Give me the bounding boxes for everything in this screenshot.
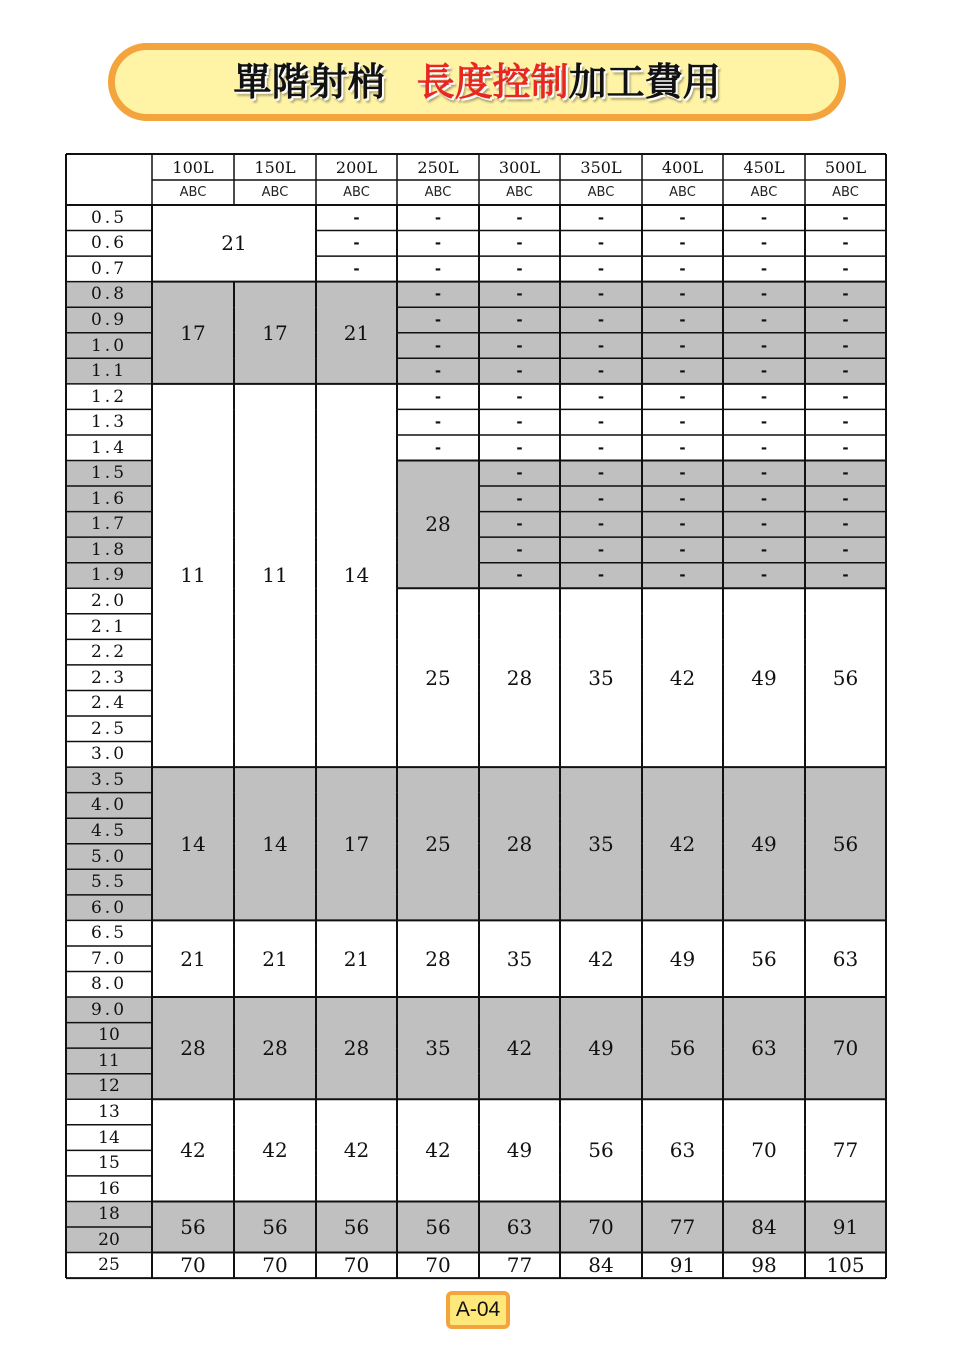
unavailable-mark: -	[597, 540, 605, 559]
price-value: 56	[425, 1214, 451, 1239]
price-value: 77	[506, 1253, 533, 1278]
unavailable-mark: -	[597, 336, 605, 355]
price-value: 42	[669, 831, 696, 856]
unavailable-mark: -	[679, 336, 686, 355]
unavailable-mark: -	[679, 234, 686, 253]
unavailable-mark: -	[842, 438, 849, 457]
price-value: 56	[262, 1214, 288, 1239]
price-value: 25	[425, 665, 451, 690]
p-value: 3.0	[90, 744, 128, 765]
price-value: 49	[669, 946, 696, 971]
unavailable-mark: -	[597, 515, 605, 534]
price-value: 42	[588, 946, 614, 971]
unavailable-mark: -	[842, 413, 849, 432]
unavailable-mark: -	[842, 310, 849, 329]
price-value: 56	[180, 1214, 206, 1239]
price-value: 56	[751, 946, 777, 971]
price-value: 70	[262, 1253, 288, 1278]
unavailable-mark: -	[760, 234, 768, 253]
p-value: 1.9	[90, 565, 128, 586]
price-value: 21	[262, 946, 288, 971]
p-value: 2.5	[90, 718, 128, 739]
price-value: 42	[506, 1036, 533, 1061]
price-value: 28	[180, 1036, 206, 1061]
price-value: 17	[262, 320, 288, 345]
unavailable-mark: -	[760, 310, 768, 329]
price-value: 17	[180, 320, 206, 345]
price-value: 11	[180, 563, 206, 588]
price-value: 35	[506, 946, 533, 971]
sub-header: ABC	[560, 180, 642, 205]
p-value: 6.0	[90, 897, 128, 918]
length-header: 100L	[152, 154, 234, 180]
unavailable-mark: -	[760, 336, 768, 355]
unavailable-mark: -	[760, 464, 768, 483]
length-header: 500L	[805, 154, 886, 180]
unavailable-mark: -	[434, 310, 442, 329]
p-value: 1.0	[90, 335, 128, 356]
title-part-2: 長度控制	[416, 60, 569, 104]
price-value: 28	[425, 946, 451, 971]
unavailable-mark: -	[597, 438, 605, 457]
p-value: 2.4	[90, 693, 128, 714]
p-value: 18	[98, 1204, 120, 1225]
price-value: 49	[751, 665, 777, 690]
unavailable-mark: -	[434, 234, 442, 253]
price-value: 21	[180, 946, 206, 971]
price-value: 56	[588, 1138, 614, 1163]
unavailable-mark: -	[679, 259, 686, 278]
price-value: 63	[506, 1214, 533, 1239]
unavailable-mark: -	[842, 540, 849, 559]
p-value: 1.7	[90, 514, 128, 535]
unavailable-mark: -	[760, 285, 768, 304]
p-value: 25	[98, 1255, 120, 1276]
unavailable-mark: -	[760, 362, 768, 381]
price-value: 70	[425, 1253, 451, 1278]
p-value: 0.5	[90, 207, 128, 228]
p-value: 12	[98, 1076, 120, 1097]
unavailable-mark: -	[679, 489, 686, 508]
unavailable-mark: -	[842, 387, 849, 406]
length-header: 300L	[479, 154, 560, 180]
unavailable-mark: -	[516, 489, 523, 508]
unavailable-mark: -	[434, 413, 442, 432]
unavailable-mark: -	[842, 336, 849, 355]
p-value: 1.4	[90, 437, 128, 458]
price-value: 63	[669, 1138, 696, 1163]
price-value: 63	[832, 946, 859, 971]
unavailable-mark: -	[679, 285, 686, 304]
unavailable-mark: -	[597, 362, 605, 381]
p-value: 1.2	[90, 386, 128, 407]
unavailable-mark: -	[597, 259, 605, 278]
unavailable-mark: -	[434, 259, 442, 278]
unavailable-mark: -	[842, 362, 849, 381]
unavailable-mark: -	[760, 413, 768, 432]
sub-header: ABC	[152, 180, 234, 205]
price-value: 35	[588, 665, 614, 690]
price-value: 56	[832, 831, 859, 856]
unavailable-mark: -	[516, 310, 523, 329]
price-value: 91	[669, 1253, 696, 1278]
p-value: 0.9	[90, 309, 128, 330]
p-value: 1.5	[90, 463, 128, 484]
sub-header: ABC	[234, 180, 316, 205]
p-value: 6.5	[90, 923, 128, 944]
unavailable-mark: -	[516, 234, 523, 253]
unavailable-mark: -	[842, 515, 849, 534]
unavailable-mark: -	[842, 234, 849, 253]
unavailable-mark: -	[679, 413, 686, 432]
p-value: 2.1	[90, 616, 128, 637]
length-header: 250L	[397, 154, 479, 180]
unavailable-mark: -	[516, 362, 523, 381]
price-value: 14	[343, 563, 370, 588]
length-header: 200L	[316, 154, 397, 180]
unavailable-mark: -	[760, 438, 768, 457]
unavailable-mark: -	[679, 387, 686, 406]
price-value: 21	[343, 946, 370, 971]
unavailable-mark: -	[597, 285, 605, 304]
unavailable-mark: -	[434, 208, 442, 227]
price-value: 70	[832, 1036, 859, 1061]
price-value: 70	[751, 1138, 777, 1163]
unavailable-mark: -	[516, 259, 523, 278]
price-value: 56	[832, 665, 859, 690]
unavailable-mark: -	[760, 489, 768, 508]
price-value: 98	[751, 1253, 777, 1278]
unavailable-mark: -	[597, 234, 605, 253]
sub-header: ABC	[642, 180, 723, 205]
unavailable-mark: -	[679, 438, 686, 457]
unavailable-mark: -	[842, 489, 849, 508]
price-value: 42	[425, 1138, 451, 1163]
unavailable-mark: -	[434, 285, 442, 304]
unavailable-mark: -	[516, 413, 523, 432]
price-value: 28	[262, 1036, 288, 1061]
p-value: 1.6	[90, 488, 128, 509]
price-value: 63	[751, 1036, 777, 1061]
p-value: 16	[98, 1178, 120, 1199]
price-value: 70	[180, 1253, 206, 1278]
unavailable-mark: -	[842, 259, 849, 278]
length-header: 350L	[560, 154, 642, 180]
p-value: 5.5	[90, 872, 128, 893]
p-value: 4.5	[90, 820, 128, 841]
title-part-1: 單階射梢	[233, 60, 386, 104]
price-value: 49	[751, 831, 777, 856]
price-value: 14	[262, 831, 288, 856]
price-value: 35	[425, 1036, 451, 1061]
price-value: 21	[221, 231, 247, 256]
p-value: 0.6	[90, 233, 128, 254]
price-value: 14	[180, 831, 206, 856]
unavailable-mark: -	[679, 362, 686, 381]
p-value: 15	[98, 1153, 120, 1174]
unavailable-mark: -	[516, 515, 523, 534]
unavailable-mark: -	[353, 259, 360, 278]
unavailable-mark: -	[679, 515, 686, 534]
price-value: 28	[343, 1036, 370, 1061]
unavailable-mark: -	[760, 208, 768, 227]
price-value: 91	[832, 1214, 859, 1239]
price-value: 70	[343, 1253, 370, 1278]
price-value: 11	[262, 563, 288, 588]
sub-header: ABC	[316, 180, 397, 205]
price-value: 84	[588, 1253, 614, 1278]
price-value: 28	[425, 512, 451, 537]
unavailable-mark: -	[760, 259, 768, 278]
p-value: 20	[98, 1229, 120, 1250]
page-number: A-04	[446, 1291, 510, 1329]
price-value: 56	[343, 1214, 370, 1239]
p-value: 2.3	[90, 667, 128, 688]
unavailable-mark: -	[516, 336, 523, 355]
p-value: 1.1	[90, 361, 128, 382]
price-value: 28	[506, 831, 533, 856]
sub-header: ABC	[723, 180, 805, 205]
p-value: 9.0	[90, 999, 128, 1020]
unavailable-mark: -	[434, 387, 442, 406]
title-part-3: 加工費用	[568, 60, 721, 104]
unavailable-mark: -	[597, 464, 605, 483]
unavailable-mark: -	[679, 310, 686, 329]
price-value: 28	[506, 665, 533, 690]
unavailable-mark: -	[760, 387, 768, 406]
unavailable-mark: -	[842, 208, 849, 227]
p-value: 0.7	[90, 258, 128, 279]
p-value: 0.8	[90, 284, 128, 305]
price-value: 84	[751, 1214, 777, 1239]
price-value: 49	[588, 1036, 614, 1061]
price-value: 42	[669, 665, 696, 690]
unavailable-mark: -	[516, 566, 523, 585]
unavailable-mark: -	[679, 464, 686, 483]
unavailable-mark: -	[434, 336, 442, 355]
unavailable-mark: -	[516, 208, 523, 227]
unavailable-mark: -	[760, 540, 768, 559]
price-value: 42	[343, 1138, 370, 1163]
p-value: 2.2	[90, 642, 128, 663]
p-value: 7.0	[90, 948, 128, 969]
unavailable-mark: -	[516, 285, 523, 304]
unavailable-mark: -	[516, 387, 523, 406]
unavailable-mark: -	[679, 566, 686, 585]
p-value: 1.8	[90, 539, 128, 560]
p-value: 4.0	[90, 795, 128, 816]
p-value: 13	[98, 1102, 120, 1123]
unavailable-mark: -	[597, 566, 605, 585]
unavailable-mark: -	[353, 234, 360, 253]
unavailable-mark: -	[760, 566, 768, 585]
unavailable-mark: -	[353, 208, 360, 227]
p-value: 3.5	[90, 769, 128, 790]
unavailable-mark: -	[597, 413, 605, 432]
price-value: 77	[669, 1214, 696, 1239]
price-value: 77	[832, 1138, 859, 1163]
price-value: 17	[343, 831, 370, 856]
unavailable-mark: -	[760, 515, 768, 534]
sub-header: ABC	[397, 180, 479, 205]
p-value: 1.3	[90, 412, 128, 433]
sub-header: ABC	[805, 180, 886, 205]
unavailable-mark: -	[597, 489, 605, 508]
price-value: 56	[669, 1036, 696, 1061]
p-value: 10	[98, 1025, 120, 1046]
length-header: 150L	[234, 154, 316, 180]
unavailable-mark: -	[597, 310, 605, 329]
price-value: 42	[262, 1138, 288, 1163]
price-value: 42	[180, 1138, 206, 1163]
price-value: 49	[506, 1138, 533, 1163]
length-header: 450L	[723, 154, 805, 180]
p-value: 5.0	[90, 846, 128, 867]
price-value: 25	[425, 831, 451, 856]
unavailable-mark: -	[597, 387, 605, 406]
unavailable-mark: -	[516, 464, 523, 483]
p-value: 8.0	[90, 974, 128, 995]
unavailable-mark: -	[842, 566, 849, 585]
p-value: 11	[98, 1050, 120, 1071]
unavailable-mark: -	[516, 438, 523, 457]
unavailable-mark: -	[434, 438, 442, 457]
unavailable-mark: -	[679, 208, 686, 227]
unavailable-mark: -	[842, 464, 849, 483]
unavailable-mark: -	[842, 285, 849, 304]
unavailable-mark: -	[516, 540, 523, 559]
unavailable-mark: -	[434, 362, 442, 381]
p-value: 14	[98, 1127, 120, 1148]
p-value: 2.0	[90, 591, 128, 612]
price-value: 70	[588, 1214, 614, 1239]
price-value: 21	[343, 320, 370, 345]
sub-header: ABC	[479, 180, 560, 205]
unavailable-mark: -	[679, 540, 686, 559]
unavailable-mark: -	[597, 208, 605, 227]
price-value: 35	[588, 831, 614, 856]
length-header: 400L	[642, 154, 723, 180]
price-value: 105	[826, 1253, 865, 1278]
